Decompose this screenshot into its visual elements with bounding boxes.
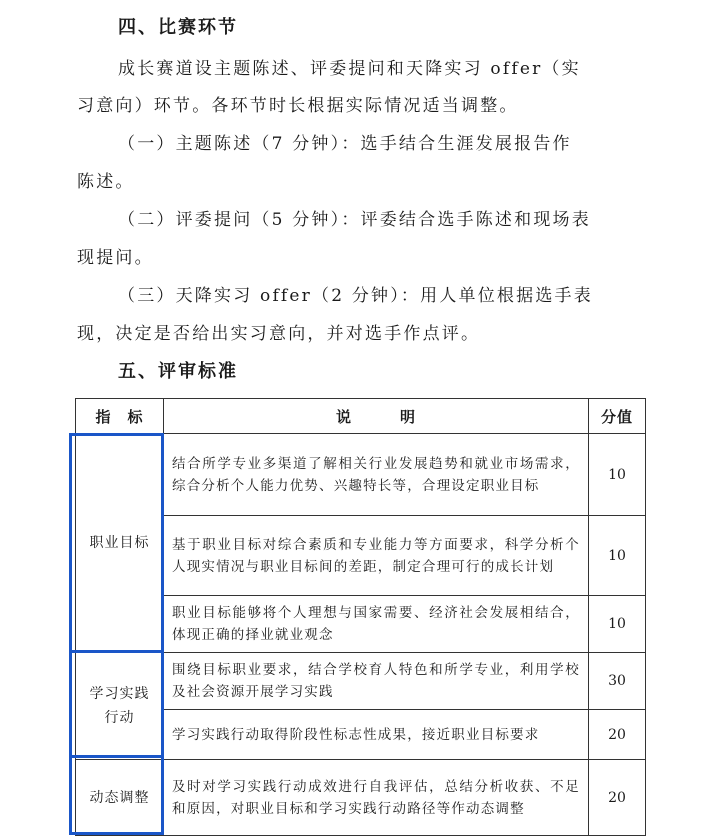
- section4-item1-line2: 陈述。: [77, 172, 135, 192]
- section4-item2-line2: 现提问。: [77, 248, 154, 268]
- row-description: 结合所学专业多渠道了解相关行业发展趋势和就业市场需求，综合分析个人能力优势、兴趣特长等，合理设定职业目标: [164, 434, 589, 516]
- table-row: [76, 434, 646, 516]
- indicator-learning-practice: [76, 653, 164, 760]
- header-score: 分值: [589, 399, 646, 434]
- row-description: 学习实践行动取得阶段性标志性成果，接近职业目标要求: [164, 710, 589, 760]
- table-header-row: [76, 399, 646, 434]
- section4-intro-line1: 成长赛道设主题陈述、评委提问和天降实习 offer（实: [118, 59, 581, 79]
- indicator-career-goal: 职业目标: [76, 434, 164, 653]
- row-description: 职业目标能够将个人理想与国家需要、经济社会发展相结合，体现正确的择业就业观念: [164, 596, 589, 653]
- section4-heading: 四、比赛环节: [118, 17, 238, 38]
- section5-heading: 五、评审标准: [118, 361, 238, 382]
- header-description: 说 明: [164, 399, 589, 434]
- row-score: 30: [589, 653, 646, 710]
- row-score: 20: [589, 710, 646, 760]
- section4-item3-line1: （三）天降实习 offer（2 分钟）：用人单位根据选手表: [118, 286, 593, 306]
- section4-item3-line2: 现，决定是否给出实习意向，并对选手作点评。: [77, 324, 481, 344]
- header-indicator: 指 标: [76, 399, 164, 434]
- table-row: [76, 653, 646, 710]
- section4-item2-line1: （二）评委提问（5 分钟）：评委结合选手陈述和现场表: [118, 210, 591, 230]
- indicator-learning-practice-line2: 行动: [104, 710, 135, 726]
- row-description: 及时对学习实践行动成效进行自我评估，总结分析收获、不足和原因，对职业目标和学习实践行动路径等作动态调整: [164, 760, 589, 836]
- section4-item1-line1: （一）主题陈述（7 分钟）：选手结合生涯发展报告作: [118, 134, 572, 154]
- indicator-learning-practice-line1: 学习实践: [89, 686, 150, 702]
- row-score: 10: [589, 516, 646, 596]
- scoring-criteria-table: [75, 398, 646, 836]
- section4-intro-line2: 习意向）环节。各环节时长根据实际情况适当调整。: [77, 96, 519, 116]
- row-description: 围绕目标职业要求，结合学校育人特色和所学专业，利用学校及社会资源开展学习实践: [164, 653, 589, 710]
- indicator-dynamic-adjustment: 动态调整: [76, 760, 164, 836]
- table-row: [76, 760, 646, 836]
- row-description: 基于职业目标对综合素质和专业能力等方面要求，科学分析个人现实情况与职业目标间的差距，制定合理可行的成长计划: [164, 516, 589, 596]
- row-score: 10: [589, 434, 646, 516]
- row-score: 20: [589, 760, 646, 836]
- row-score: 10: [589, 596, 646, 653]
